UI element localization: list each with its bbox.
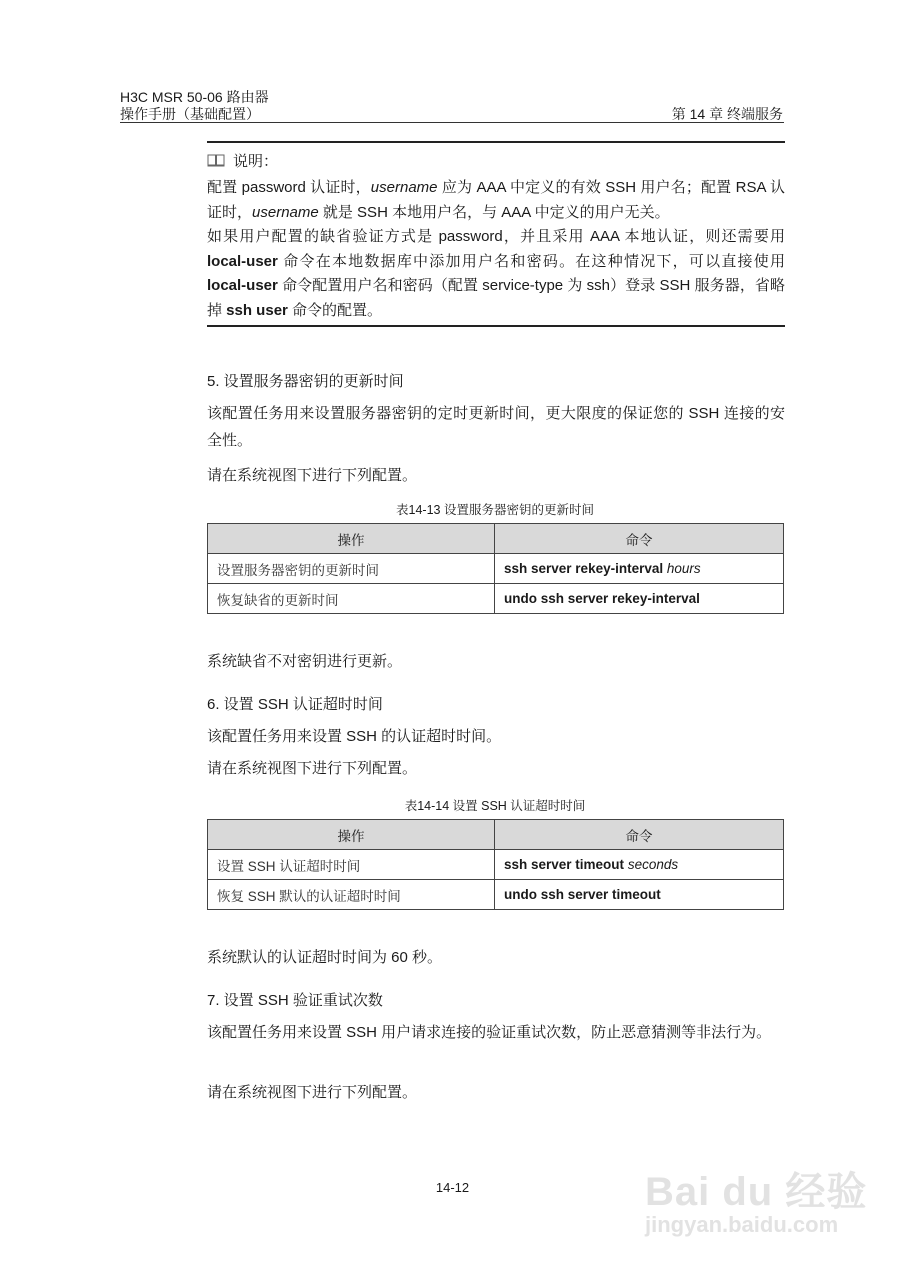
note-line-1: 配置 password 认证时，username 应为 AAA 中定义的有效 SSH 用户名；配置 RSA 认证时，username 就是 SSH 本地用户名，与 AAA 中定义的用户无关。 <box>207 179 785 221</box>
col-header-command: 命令 <box>495 820 784 850</box>
note-line-2: 如果用户配置的缺省验证方式是 password，并且采用 AAA 本地认证，则还需要用 local-user 命令在本地数据库中添加用户名和密码。在这种情况下，可以直接使用 local-user 命令配置用户名和密码（配置 service-type 为 ssh）登录 SSH 服务器，省略掉 ssh user 命令的配置。 <box>207 228 785 319</box>
table-row: 恢复 SSH 默认的认证超时时间 undo ssh server timeout <box>208 880 784 910</box>
section-7-heading: 7. 设置 SSH 验证重试次数 <box>207 992 383 1009</box>
table-row: 设置服务器密钥的更新时间 ssh server rekey-interval hours <box>208 554 784 584</box>
book-icon <box>207 154 225 167</box>
table-14-14 <box>207 819 784 910</box>
note-bottom-rule <box>207 325 785 327</box>
col-header-command: 命令 <box>495 524 784 554</box>
section-5-heading: 5. 设置服务器密钥的更新时间 <box>207 373 404 390</box>
header-rule <box>120 122 784 123</box>
note-title-text: 说明： <box>233 153 279 170</box>
section-5-view: 请在系统视图下进行下列配置。 <box>207 467 418 484</box>
section-6-after: 系统默认的认证超时时间为 60 秒。 <box>207 949 443 966</box>
note-top-rule <box>207 141 785 143</box>
table-14-14-caption: 表14-14 设置 SSH 认证超时时间 <box>404 799 586 813</box>
table-14-13 <box>207 523 784 614</box>
section-7-view: 请在系统视图下进行下列配置。 <box>207 1084 418 1101</box>
table-row: 设置 SSH 认证超时时间 ssh server timeout seconds <box>208 850 784 880</box>
col-header-operation: 操作 <box>208 524 495 554</box>
baidu-watermark-url: jingyan.baidu.com <box>645 1212 839 1237</box>
note-body <box>207 176 785 324</box>
section-6-heading: 6. 设置 SSH 认证超时时间 <box>207 696 383 713</box>
section-6-intro: 该配置任务用来设置 SSH 的认证超时时间。 <box>207 728 502 745</box>
col-header-operation: 操作 <box>208 820 495 850</box>
page-number: 14-12 <box>435 1180 470 1195</box>
note-title <box>207 150 278 171</box>
section-6-view: 请在系统视图下进行下列配置。 <box>207 760 418 777</box>
header-manual: 操作手册（基础配置） <box>120 106 260 122</box>
section-5-intro: 该配置任务用来设置服务器密钥的定时更新时间，更大限度的保证您的 SSH 连接的安全性。 <box>207 405 785 449</box>
section-5-after: 系统缺省不对密钥进行更新。 <box>207 653 403 670</box>
table-14-13-caption: 表14-13 设置服务器密钥的更新时间 <box>396 503 594 517</box>
header-chapter: 第 14 章 终端服务 <box>671 106 783 122</box>
table-row: 恢复缺省的更新时间 undo ssh server rekey-interval <box>208 584 784 614</box>
header-product: H3C MSR 50-06 路由器 <box>120 89 269 105</box>
section-7-intro: 该配置任务用来设置 SSH 用户请求连接的验证重试次数，防止恶意猜测等非法行为。 <box>207 1024 772 1041</box>
baidu-watermark-logo: Bai du 经验 <box>645 1170 868 1214</box>
